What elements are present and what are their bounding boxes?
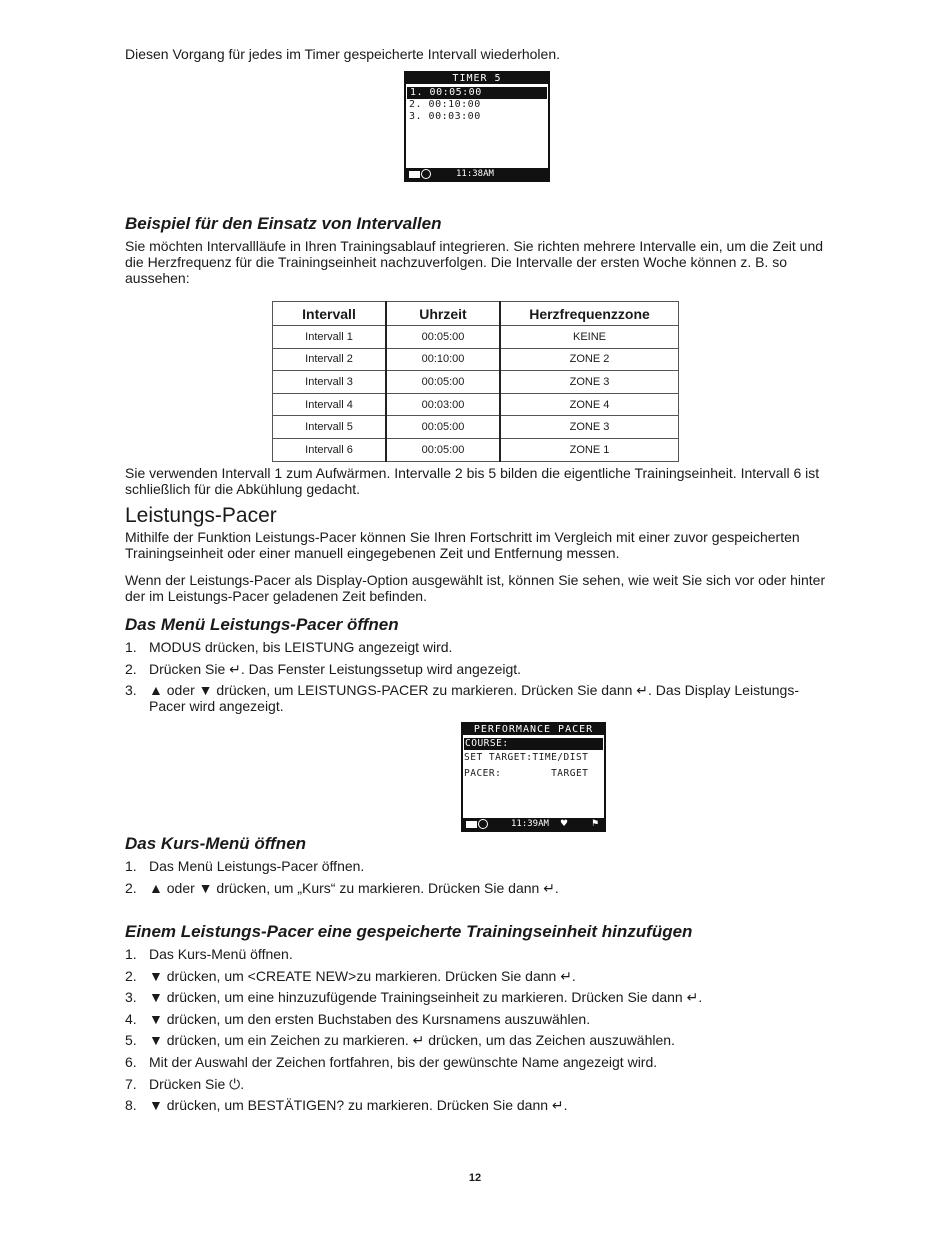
timer-row: 2. 00:10:00 (409, 99, 481, 110)
table-header-row (273, 302, 679, 326)
add-session-steps (125, 946, 825, 1119)
stopwatch-icon (421, 169, 431, 179)
pacer-status-bar (463, 818, 604, 830)
table-cell: ZONE 2 (500, 348, 679, 371)
list-item: 1. Das Kurs-Menü öffnen. (125, 946, 293, 962)
pacer-row: SET TARGET:TIME/DIST (464, 752, 589, 763)
battery-icon (466, 821, 477, 828)
table-cell: 00:05:00 (386, 416, 500, 439)
table-cell: 00:05:00 (386, 371, 500, 394)
pacer-row: COURSE: (464, 738, 603, 750)
course-menu-steps (125, 858, 825, 901)
timer-status-bar (406, 168, 548, 180)
timer-row: 1. 00:05:00 (407, 87, 547, 99)
after-table-text: Sie verwenden Intervall 1 zum Aufwärmen. Intervalle 2 bis 5 bilden die eigentliche Trainingseinheit. Intervall 6 ist schließlich für die Abkühlung gedacht. (125, 465, 820, 497)
table-cell: 00:05:00 (386, 326, 500, 349)
open-menu-heading: Das Menü Leistungs-Pacer öffnen (125, 615, 399, 634)
table-cell: ZONE 3 (500, 416, 679, 439)
table-row (273, 371, 679, 394)
table-cell: KEINE (500, 326, 679, 349)
table-cell: Intervall 4 (273, 393, 387, 416)
timer-screen-image (404, 71, 550, 182)
table-cell: Intervall 2 (273, 348, 387, 371)
runner-icon: ⚑ (591, 819, 600, 829)
table-cell: ZONE 3 (500, 371, 679, 394)
list-item: 6. Mit der Auswahl der Zeichen fortfahren, bis der gewünschte Name angezeigt wird. (125, 1053, 658, 1070)
pacer-row: PACER: TARGET (464, 768, 589, 779)
column-header: Herzfrequenzzone (500, 302, 679, 326)
list-item: 7. Drücken Sie ⏻. (125, 1075, 245, 1092)
table-row (273, 416, 679, 439)
intervals-text: Sie möchten Intervallläufe in Ihren Trainingsablauf integrieren. Sie richten mehrere Intervalle ein, um die Zeit und die Herzfrequenz für die Trainingseinheit nachzuverfolgen. Die Intervalle der ersten Woche können z. B. so aussehen: (125, 238, 824, 286)
table-cell: ZONE 1 (500, 438, 679, 461)
timer-clock-time: 11:38AM (456, 169, 494, 179)
add-session-heading: Einem Leistungs-Pacer eine gespeicherte Trainingseinheit hinzufügen (125, 922, 693, 941)
pacer-paragraph-2: Wenn der Leistungs-Pacer als Display-Option ausgewählt ist, können Sie sehen, wie weit Sie sich vor oder hinter der im Leistungs-Pacer geladenen Zeit befinden. (125, 572, 826, 604)
pacer-paragraph-1: Mithilfe der Funktion Leistungs-Pacer können Sie Ihren Fortschritt im Vergleich mit einer zuvor gespeicherten Trainingseinheit oder einer manuell eingegebenen Zeit und Entfernung messen. (125, 529, 800, 561)
table-cell: 00:05:00 (386, 438, 500, 461)
list-item: 3. ▼ drücken, um eine hinzuzufügende Trainingseinheit zu markieren. Drücken Sie dann ↵. (125, 989, 703, 1006)
table-row (273, 326, 679, 349)
heart-icon: ♥ (560, 819, 569, 829)
battery-icon (409, 171, 420, 178)
course-menu-heading: Das Kurs-Menü öffnen (125, 834, 307, 853)
intervals-heading: Beispiel für den Einsatz von Intervallen (125, 214, 442, 233)
list-item: 3. ▲ oder ▼ drücken, um LEISTUNGS-PACER zu markieren. Drücken Sie dann ↵. Das Display Leistungs-Pacer wird angezeigt. (125, 682, 799, 715)
table-cell: ZONE 4 (500, 393, 679, 416)
list-item: 5. ▼ drücken, um ein Zeichen zu markieren. ↵ drücken, um das Zeichen auszuwählen. (125, 1032, 675, 1049)
list-item: 8. ▼ drücken, um BESTÄTIGEN? zu markieren. Drücken Sie dann ↵. (125, 1097, 568, 1114)
list-item: 1. Das Menü Leistungs-Pacer öffnen. (125, 858, 365, 874)
table-cell: Intervall 6 (273, 438, 387, 461)
table-row (273, 438, 679, 461)
table-cell: 00:10:00 (386, 348, 500, 371)
open-menu-steps (125, 639, 825, 720)
list-item: 2. Drücken Sie ↵. Das Fenster Leistungssetup wird angezeigt. (125, 660, 522, 677)
table-cell: 00:03:00 (386, 393, 500, 416)
timer-screen-title: TIMER 5 (406, 73, 548, 84)
list-item: 4. ▼ drücken, um den ersten Buchstaben des Kursnamens auszuwählen. (125, 1010, 591, 1027)
stopwatch-icon (478, 819, 488, 829)
column-header: Uhrzeit (386, 302, 500, 326)
column-header: Intervall (273, 302, 387, 326)
table-cell: Intervall 3 (273, 371, 387, 394)
list-item: 1. MODUS drücken, bis LEISTUNG angezeigt wird. (125, 639, 453, 655)
table-cell: Intervall 5 (273, 416, 387, 439)
intervals-table (272, 301, 679, 462)
table-row (273, 348, 679, 371)
pacer-heading: Leistungs-Pacer (125, 504, 277, 527)
pacer-screen-image (461, 722, 606, 832)
list-item: 2. ▼ drücken, um <CREATE NEW>zu markieren. Drücken Sie dann ↵. (125, 967, 576, 984)
intro-text: Diesen Vorgang für jedes im Timer gespeicherte Intervall wiederholen. (125, 46, 561, 62)
table-row (273, 393, 679, 416)
page-number: 12 (468, 1172, 482, 1184)
pacer-screen-title: PERFORMANCE PACER (463, 724, 604, 735)
table-cell: Intervall 1 (273, 326, 387, 349)
pacer-clock-time: 11:39AM (511, 819, 549, 829)
timer-row: 3. 00:03:00 (409, 111, 481, 122)
list-item: 2. ▲ oder ▼ drücken, um „Kurs“ zu markieren. Drücken Sie dann ↵. (125, 879, 559, 896)
